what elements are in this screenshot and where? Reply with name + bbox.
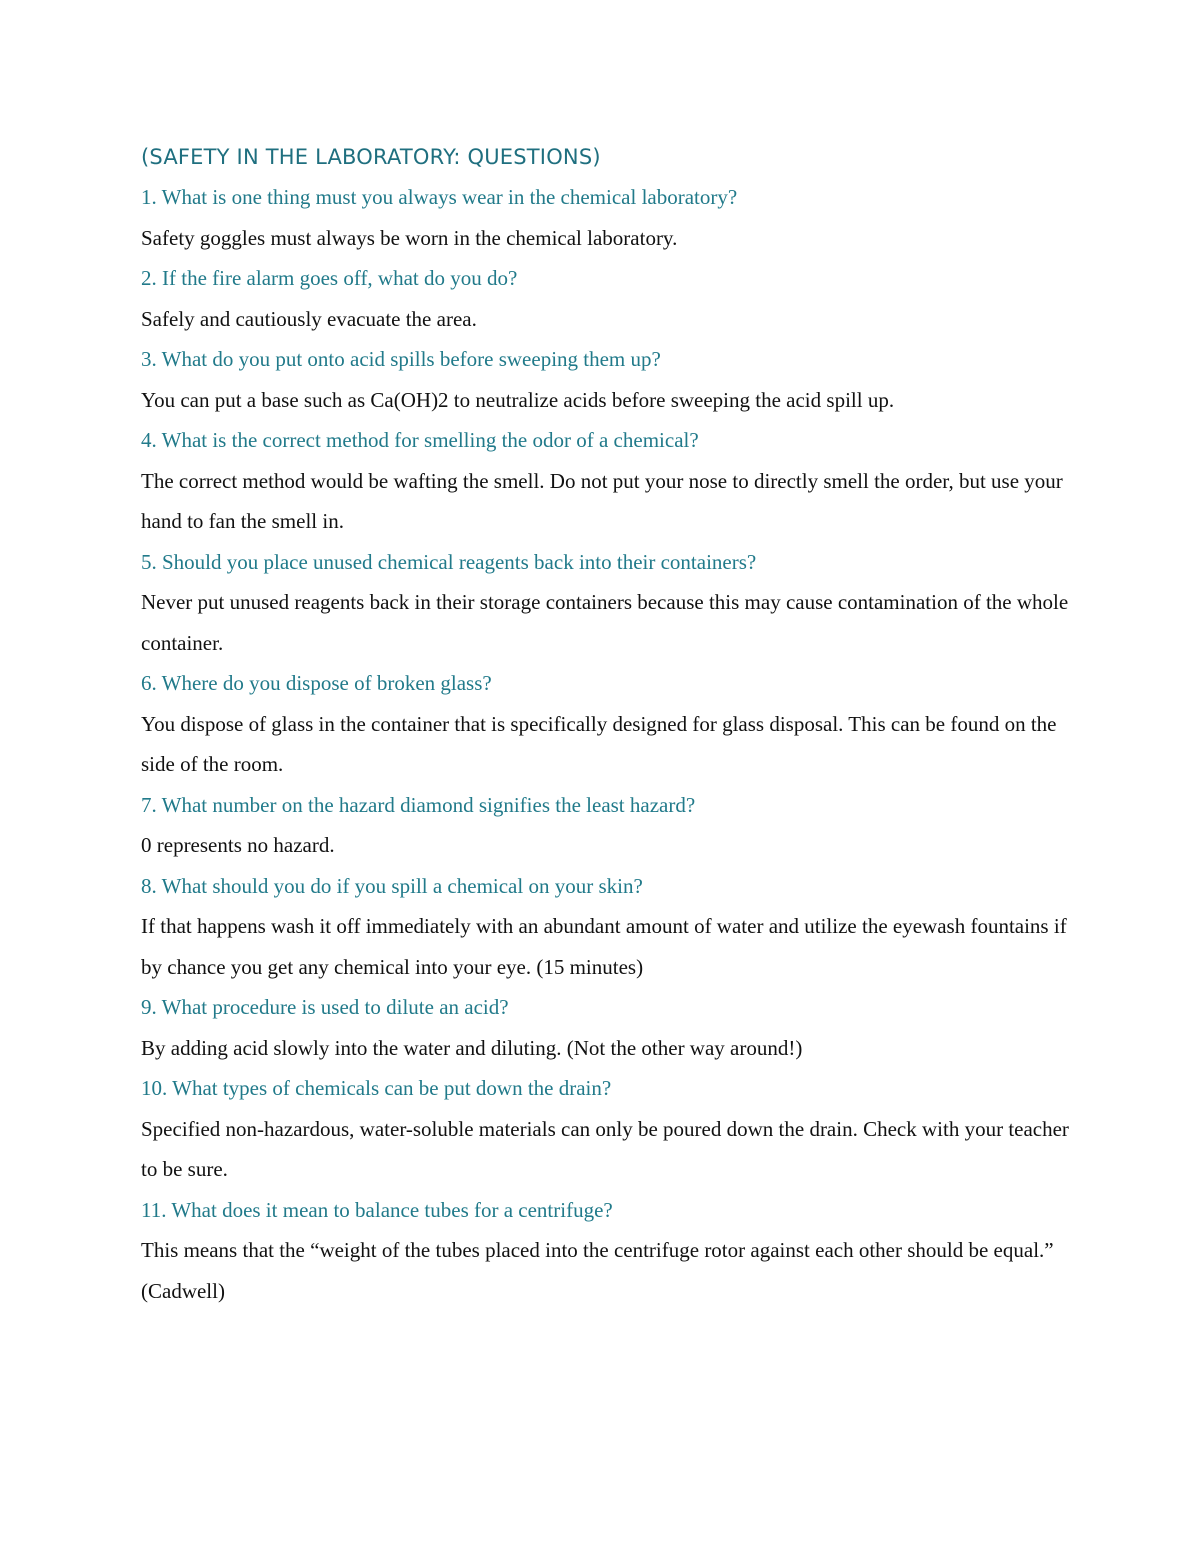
question-1: 1. What is one thing must you always wear in the chemical laboratory? bbox=[141, 185, 738, 209]
question-8: 8. What should you do if you spill a chemical on your skin? bbox=[141, 873, 643, 898]
document-page bbox=[141, 137, 1071, 1311]
answer-10: Specified non-hazardous, water-soluble materials can only be poured down the drain. Check with your teacher to be sure. bbox=[141, 1116, 1069, 1181]
answer-8: If that happens wash it off immediately with an abundant amount of water and utilize the eyewash fountains if by chance you get any chemical into your eye. (15 minutes) bbox=[141, 914, 1067, 979]
qa-item-6 bbox=[141, 663, 1071, 785]
qa-item-2 bbox=[141, 258, 1071, 339]
question-3: 3. What do you put onto acid spills before sweeping them up? bbox=[141, 347, 661, 371]
question-5: 5. Should you place unused chemical reagents back into their containers? bbox=[141, 549, 757, 574]
question-4: 4. What is the correct method for smelling the odor of a chemical? bbox=[141, 428, 699, 452]
question-7: 7. What number on the hazard diamond signifies the least hazard? bbox=[141, 792, 696, 817]
question-2: 2. If the fire alarm goes off, what do you do? bbox=[141, 266, 518, 290]
qa-item-7 bbox=[141, 785, 1071, 866]
qa-item-9 bbox=[141, 987, 1071, 1068]
question-6: 6. Where do you dispose of broken glass? bbox=[141, 671, 492, 695]
answer-4: The correct method would be wafting the smell. Do not put your nose to directly smell the order, but use your hand to fan the smell in. bbox=[141, 468, 1063, 533]
qa-item-11 bbox=[141, 1190, 1071, 1312]
qa-item-3 bbox=[141, 339, 1071, 420]
question-11: 11. What does it mean to balance tubes for a centrifuge? bbox=[141, 1197, 613, 1222]
answer-6: You dispose of glass in the container that is specifically designed for glass disposal. This can be found on the side of the room. bbox=[141, 711, 1057, 776]
answer-11: This means that the “weight of the tubes placed into the centrifuge rotor against each other should be equal.” (Cadwell) bbox=[141, 1238, 1054, 1303]
question-10: 10. What types of chemicals can be put down the drain? bbox=[141, 1076, 612, 1100]
answer-7: 0 represents no hazard. bbox=[141, 833, 335, 857]
answer-9: By adding acid slowly into the water and diluting. (Not the other way around!) bbox=[141, 1035, 803, 1060]
qa-item-4 bbox=[141, 420, 1071, 542]
answer-1: Safety goggles must always be worn in the chemical laboratory. bbox=[141, 225, 678, 250]
question-9: 9. What procedure is used to dilute an acid? bbox=[141, 995, 509, 1019]
answer-2: Safely and cautiously evacuate the area. bbox=[141, 306, 477, 331]
answer-5: Never put unused reagents back in their storage containers because this may cause contamination of the whole container. bbox=[141, 590, 1069, 655]
qa-item-10 bbox=[141, 1068, 1071, 1190]
document-title: (SAFETY IN THE LABORATORY: QUESTIONS) bbox=[141, 145, 601, 169]
qa-item-5 bbox=[141, 542, 1071, 664]
qa-item-1 bbox=[141, 177, 1071, 258]
qa-item-8 bbox=[141, 866, 1071, 988]
answer-3: You can put a base such as Ca(OH)2 to neutralize acids before sweeping the acid spill up. bbox=[141, 387, 895, 412]
